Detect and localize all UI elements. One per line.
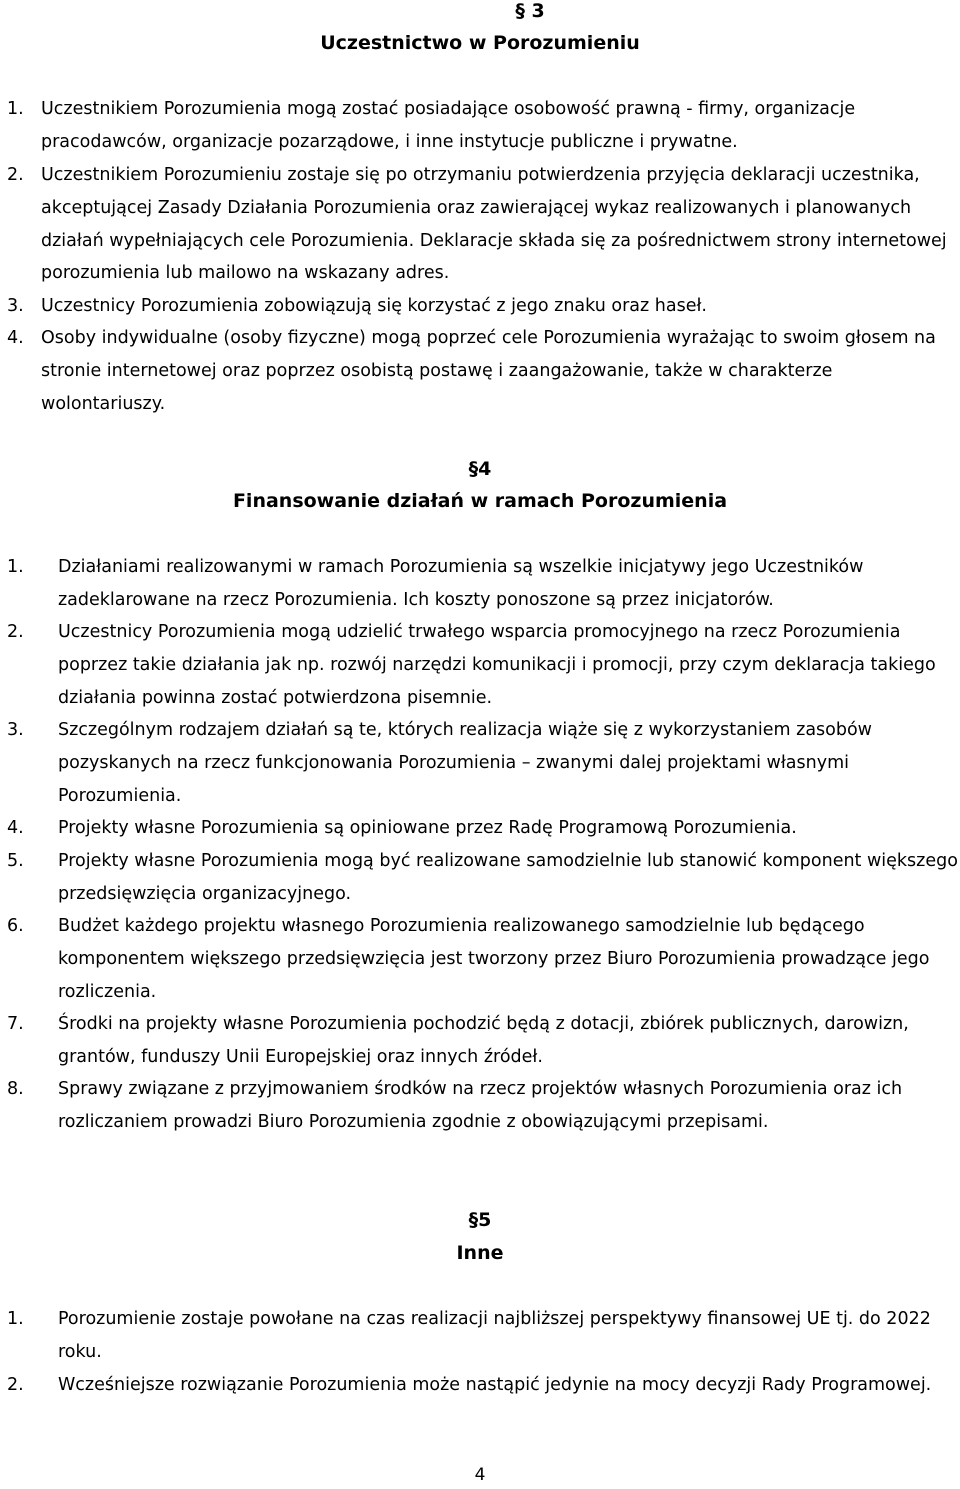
list-item-number: 2. <box>7 622 24 642</box>
list-item-text: Budżet każdego projektu własnego Porozumienia realizowanego samodzielnie lub będącego komponentem większego przedsięwzięcia jest tworzony przez Biuro Porozumienia prowadzące jego rozliczenia. <box>58 916 930 1002</box>
page-number: 4 <box>474 1465 486 1485</box>
list-item <box>7 616 960 714</box>
list-item-text: Projekty własne Porozumienia mogą być realizowane samodzielnie lub stanowić komponent większego przedsięwzięcia organizacyjnego. <box>58 851 958 904</box>
list-item-text: Uczestnicy Porozumienia zobowiązują się korzystać z jego znaku oraz haseł. <box>41 296 707 316</box>
section-4-title: Finansowanie działań w ramach Porozumienia <box>232 490 728 512</box>
list-item-text: Działaniami realizowanymi w ramach Porozumienia są wszelkie inicjatywy jego Uczestników zadeklarowane na rzecz Porozumienia. Ich koszty ponoszone są przez inicjatorów. <box>58 557 864 610</box>
list-item-number: 6. <box>7 916 24 936</box>
list-item-number: 8. <box>7 1079 24 1099</box>
list-item-number: 2. <box>7 1375 24 1395</box>
list-item-text: Uczestnicy Porozumienia mogą udzielić trwałego wsparcia promocyjnego na rzecz Porozumienia poprzez takie działania jak np. rozwój narzędzi komunikacji i promocji, przy czym deklaracja takiego działania powinna zostać potwierdzona pisemnie. <box>58 622 936 708</box>
list-item <box>7 812 960 845</box>
list-item-text: Osoby indywidualne (osoby fizyczne) mogą poprzeć cele Porozumienia wyrażając to swoim głosem na stronie internetowej oraz poprzez osobistą postawę i zaangażowanie, także w charakterze wolontariuszy. <box>41 328 936 414</box>
list-item <box>7 322 960 420</box>
list-item <box>7 290 960 323</box>
list-item-text: Projekty własne Porozumienia są opiniowane przez Radę Programową Porozumienia. <box>58 818 797 838</box>
list-item <box>7 1008 960 1074</box>
list-item-number: 4. <box>7 328 24 348</box>
list-item-text: Porozumienie zostaje powołane na czas realizacji najbliższej perspektywy finansowej UE tj. do 2022 roku. <box>58 1309 931 1362</box>
list-item <box>7 1073 960 1139</box>
list-item-text: Uczestnikiem Porozumieniu zostaje się po otrzymaniu potwierdzenia przyjęcia deklaracji uczestnika, akceptującej Zasady Działania Porozumienia oraz zawierającej wykaz realizowanych i planowanych działań wypełniających cele Porozumienia. Deklaracje składa się za pośrednictwem strony internetowej porozumienia lub mailowo na wskazany adres. <box>41 165 947 284</box>
list-item-number: 4. <box>7 818 24 838</box>
list-item <box>7 93 960 159</box>
list-item-text: Sprawy związane z przyjmowaniem środków na rzecz projektów własnych Porozumienia oraz ich rozliczaniem prowadzi Biuro Porozumienia zgodnie z obowiązującymi przepisami. <box>58 1079 903 1132</box>
list-item-number: 1. <box>7 557 24 577</box>
list-item <box>7 1303 960 1369</box>
list-item <box>7 845 960 911</box>
list-item-text: Wcześniejsze rozwiązanie Porozumienia może nastąpić jedynie na mocy decyzji Rady Programowej. <box>58 1375 932 1395</box>
section-5-title: Inne <box>456 1242 504 1264</box>
section-3-title: Uczestnictwo w Porozumieniu <box>320 32 640 54</box>
section-3-number: § 3 <box>515 0 545 22</box>
list-item-text: Uczestnikiem Porozumienia mogą zostać posiadające osobowość prawną - firmy, organizacje pracodawców, organizacje pozarządowe, i inne instytucje publiczne i prywatne. <box>41 99 856 152</box>
list-item <box>7 551 960 617</box>
section-4-number: §4 <box>468 458 492 480</box>
list-item <box>7 1369 960 1402</box>
list-item-text: Szczególnym rodzajem działań są te, których realizacja wiąże się z wykorzystaniem zasobów pozyskanych na rzecz funkcjonowania Porozumienia – zwanymi dalej projektami własnymi Porozumienia. <box>58 720 872 806</box>
list-item-number: 3. <box>7 296 24 316</box>
list-item <box>7 910 960 1008</box>
list-item-number: 7. <box>7 1014 24 1034</box>
list-item-number: 2. <box>7 165 24 185</box>
list-item-number: 5. <box>7 851 24 871</box>
list-item-number: 1. <box>7 99 24 119</box>
section-5-number: §5 <box>468 1209 492 1231</box>
list-item-text: Środki na projekty własne Porozumienia pochodzić będą z dotacji, zbiórek publicznych, darowizn, grantów, funduszy Unii Europejskiej oraz innych źródeł. <box>58 1014 909 1067</box>
list-item-number: 3. <box>7 720 24 740</box>
list-item <box>7 159 960 290</box>
list-item-number: 1. <box>7 1309 24 1329</box>
list-item <box>7 714 960 812</box>
